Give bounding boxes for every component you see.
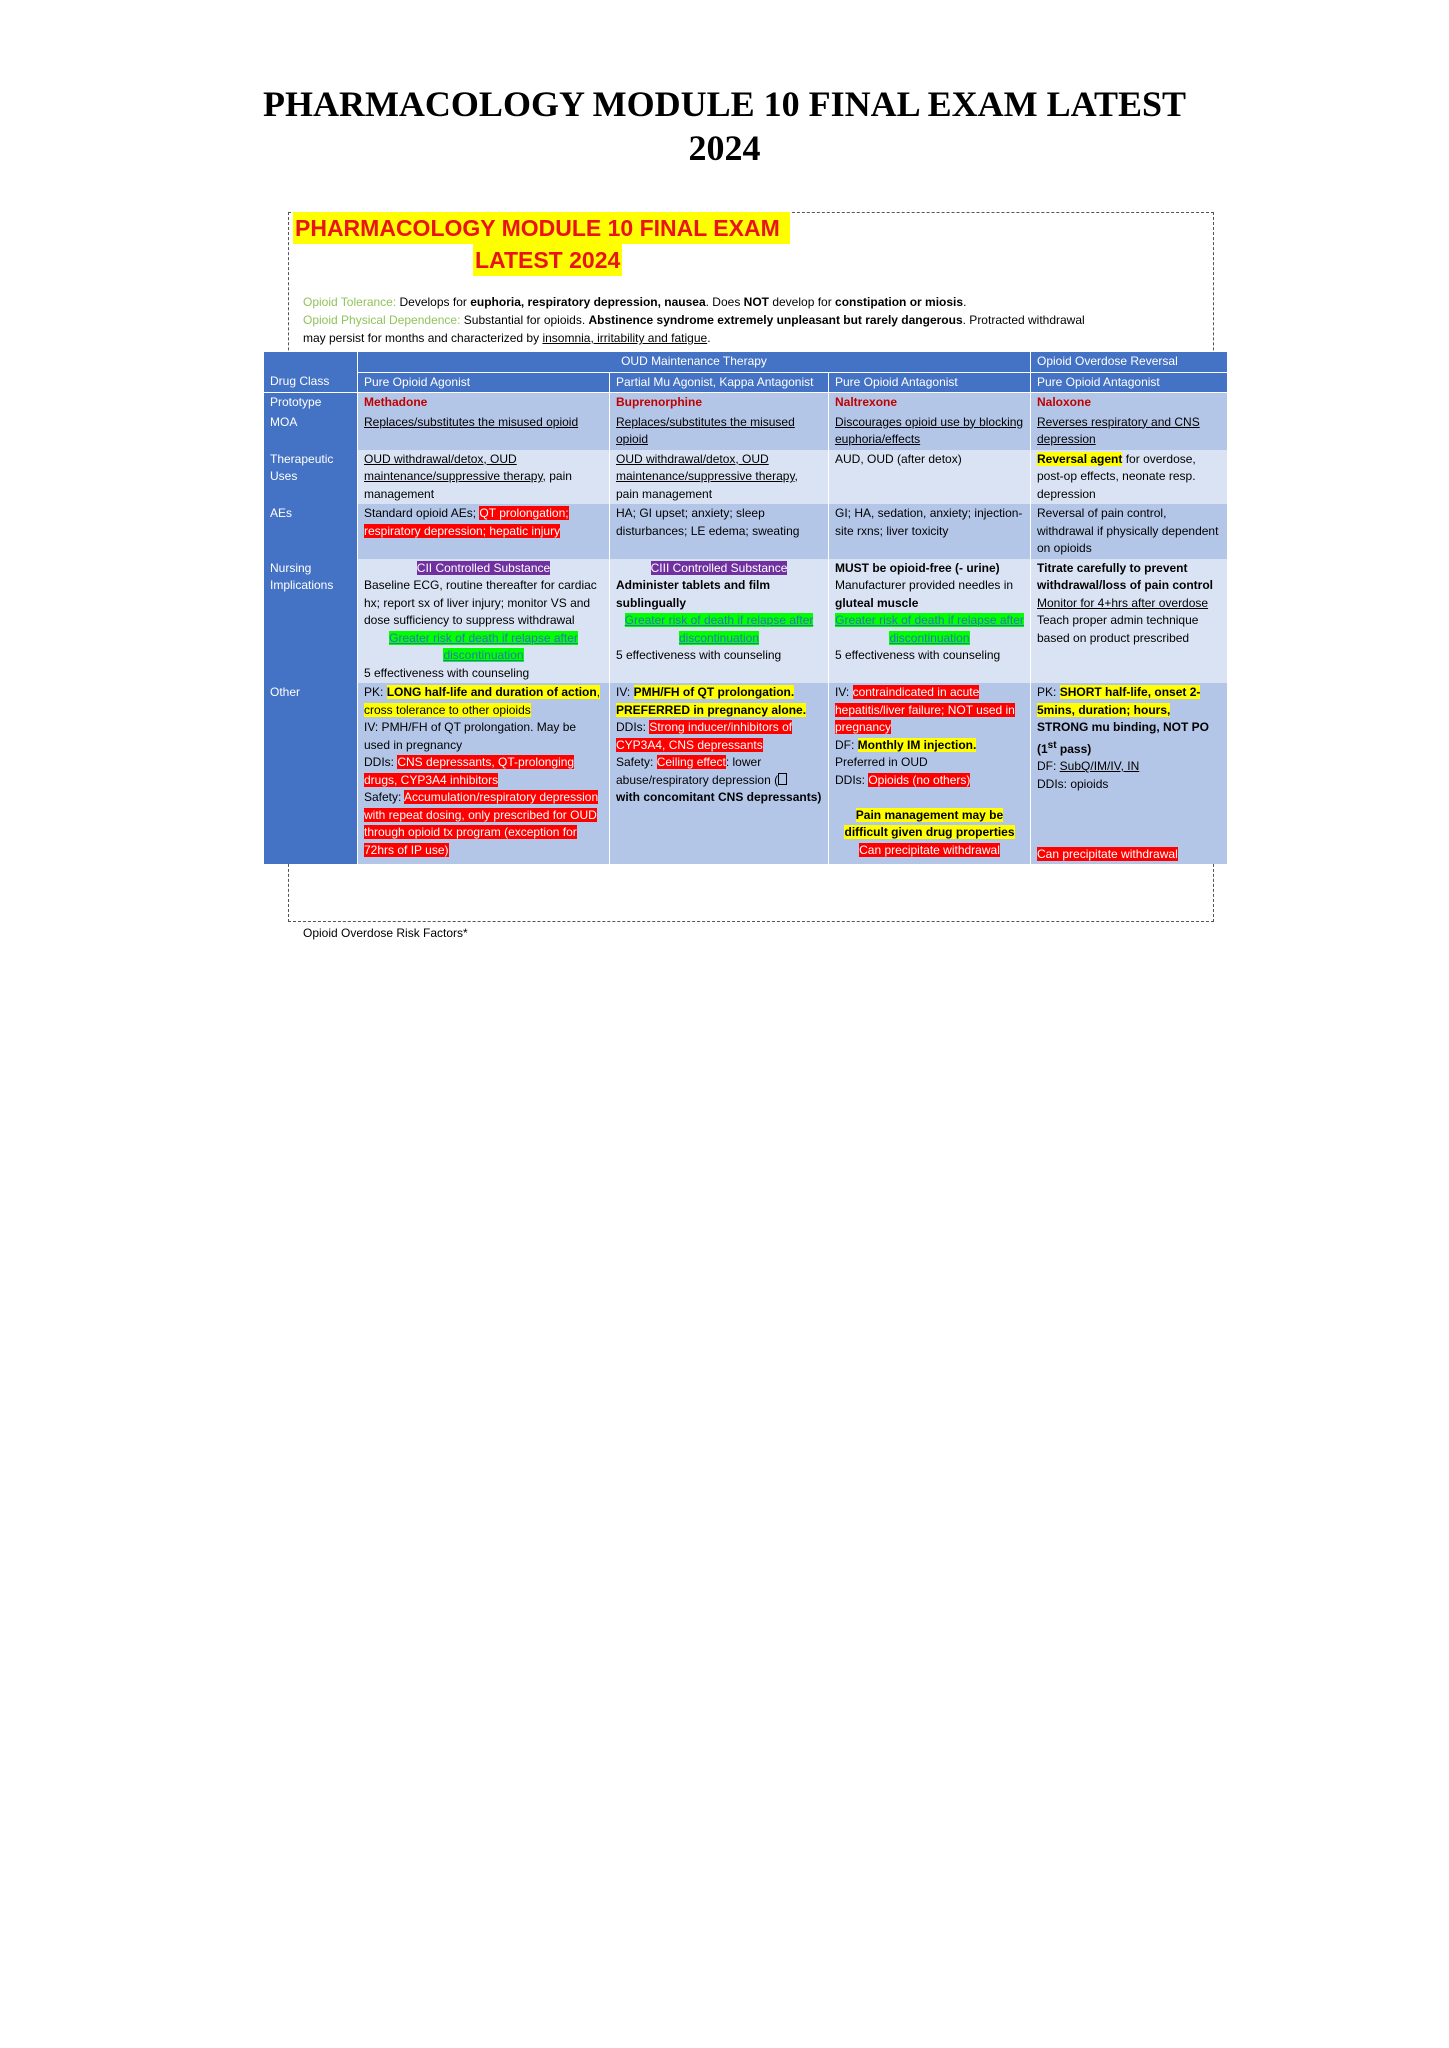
nursing-naltrexone-opioid-free: MUST be opioid-free (- urine) [835,560,1000,575]
therapeutic-uses-row [264,450,1228,505]
uses-methadone [358,450,610,505]
dependence-text-3: may persist for months and characterized by [303,331,543,345]
uses-naloxone-rest: for overdose, post-op effects, neonate resp. depression [1037,451,1196,501]
uses-methadone-main: OUD withdrawal/detox, OUD maintenance/suppressive therapy [364,451,543,483]
inner-title-line1: PHARMACOLOGY MODULE 10 FINAL EXAM [293,212,790,244]
dependence-period: . [707,331,711,345]
aes-naltrexone: GI; HA, sedation, anxiety; injection-site rxns; liver toxicity [829,504,1031,559]
other-bup-iv-label: IV: [616,685,634,699]
row-label-therapeutic-uses: Therapeutic Uses [264,450,358,505]
other-naloxone-binding: STRONG mu binding, NOT PO (1 [1037,720,1209,756]
missing-glyph-icon [778,773,787,785]
uses-naloxone-reversal-agent: Reversal agent [1037,451,1123,466]
group-header-row [264,352,1228,372]
prototype-methadone: Methadone [358,393,610,413]
nursing-methadone-text: Baseline ECG, routine thereafter for cardiac hx; report sx of liver injury; monitor VS and dose sufficiency to suppress withdrawal [364,578,597,627]
buprenorphine-schedule-badge: CIII Controlled Substance [650,560,788,575]
other-naloxone-ddi: DDIs: opioids [1037,776,1109,791]
other-methadone-iv: IV: PMH/FH of QT prolongation. May be used in pregnancy [364,720,577,752]
other-bup-safety-cns: with concomitant CNS depressants) [616,790,822,804]
prototype-buprenorphine: Buprenorphine [610,393,829,413]
moa-naltrexone: Discourages opioid use by blocking euphoria/effects [829,413,1031,450]
group-header-oud: OUD Maintenance Therapy [358,352,1031,372]
prototype-naltrexone: Naltrexone [829,393,1031,413]
other-naloxone-pk: SHORT half-life, onset 2-5mins, duration; hours, [1037,685,1201,717]
inner-title-line2: LATEST 2024 [473,244,622,276]
uses-naltrexone: AUD, OUD (after detox) [829,450,1031,505]
other-bup-ddi-label: DDIs: [616,720,650,734]
row-label-prototype: Prototype [264,393,358,413]
nursing-naloxone-titrate: Titrate carefully to prevent withdrawal/loss of pain control [1037,560,1214,592]
nursing-naloxone-monitor: Monitor for 4+hrs after overdose [1037,595,1209,610]
uses-naloxone [1031,450,1228,505]
other-methadone-safety: Accumulation/respiratory depression with repeat dosing, only prescribed for OUD through opioid tx program (exception for 72hrs of IP use) [364,790,599,857]
nursing-naltrexone-gluteal: gluteal muscle [835,595,919,610]
tolerance-period: . [963,295,967,309]
inner-title [293,212,790,276]
row-label-other: Other [264,683,358,864]
other-methadone-pk: LONG half-life and duration of action [386,685,597,699]
drug-class-naltrexone: Pure Opioid Antagonist [829,372,1031,393]
other-naloxone-binding-end: pass) [1056,741,1092,756]
aes-naloxone: Reversal of pain control, withdrawal if physically dependent on opioids [1031,504,1228,559]
other-naltrexone-ddi-label: DDIs: [835,772,869,787]
other-naloxone-pk-label: PK: [1037,685,1060,699]
other-bup-safety-label: Safety: [616,755,657,769]
drug-class-buprenorphine: Partial Mu Agonist, Kappa Antagonist [610,372,829,393]
other-naltrexone [829,683,1031,864]
nursing-naloxone [1031,559,1228,684]
other-methadone-safety-label: Safety: [364,790,405,804]
nursing-naltrexone [829,559,1031,684]
aes-methadone [358,504,610,559]
other-row [264,683,1228,864]
nursing-bup-sublingual: Administer tablets and film sublingually [616,578,771,610]
buprenorphine-relapse-risk: Greater risk of death if relapse after discontinuation [624,613,814,645]
dependence-definition [303,311,1203,347]
nursing-methadone [358,559,610,684]
uses-bup-main: OUD withdrawal/detox, OUD maintenance/suppressive therapy [616,451,795,483]
other-bup-ddi: Strong inducer/inhibitors of CYP3A4, CNS depressants [616,720,793,752]
document-title-line2: 2024 [688,128,761,168]
methadone-relapse-risk: Greater risk of death if relapse after discontinuation [389,630,578,662]
dependence-text: Substantial for opioids. [460,313,589,327]
uses-buprenorphine [610,450,829,505]
other-naltrexone-df: Monthly IM injection. [857,737,977,752]
aes-methadone-standard: Standard opioid AEs; [364,506,480,520]
other-methadone-ddi: CNS depressants, QT-prolonging drugs, CYP3A4 inhibitors [364,755,575,787]
drug-class-methadone: Pure Opioid Agonist [358,372,610,393]
other-naltrexone-preferred: Preferred in OUD [835,755,928,769]
other-naltrexone-pain-management: Pain management may be difficult given drug properties [844,807,1015,839]
dependence-symptoms: insomnia, irritability and fatigue [542,331,708,345]
other-methadone-pk-label: PK: [364,685,387,699]
tolerance-no-develop: constipation or miosis [835,295,964,309]
footer-note: Opioid Overdose Risk Factors* [303,926,468,940]
nursing-naltrexone-needles: Manufacturer provided needles in [835,578,1014,592]
tolerance-text-3: develop for [769,295,836,309]
naltrexone-relapse-risk: Greater risk of death if relapse after discontinuation [835,613,1024,645]
other-naltrexone-iv: contraindicated in acute hepatitis/liver failure; NOT used in pregnancy [835,685,1015,734]
tolerance-definition [303,293,1203,311]
moa-naloxone: Reverses respiratory and CNS depression [1031,413,1228,450]
other-naloxone-withdrawal: Can precipitate withdrawal [1037,846,1178,861]
other-naltrexone-iv-label: IV: [835,685,853,699]
other-bup-safety-text: : lower abuse/respiratory depression ( [616,755,779,787]
nursing-naltrexone-counseling: 5 effectiveness with counseling [835,648,1001,662]
other-naltrexone-withdrawal: Can precipitate withdrawal [859,842,1000,857]
drug-class-naloxone: Pure Opioid Antagonist [1031,372,1228,393]
aes-buprenorphine: HA; GI upset; anxiety; sleep disturbances; LE edema; sweating [610,504,829,559]
nursing-row [264,559,1228,684]
other-methadone-ddi-label: DDIs: [364,755,398,769]
tolerance-text-2: . Does [705,295,744,309]
row-label-drug-class: Drug Class [264,372,358,393]
drug-comparison-table [263,352,1228,864]
tolerance-text: Develops for [396,295,471,309]
tolerance-not: NOT [743,295,769,309]
nursing-buprenorphine [610,559,829,684]
dependence-term: Opioid Physical Dependence: [303,313,461,327]
other-naltrexone-df-label: DF: [835,737,858,752]
drug-class-row [264,372,1228,393]
moa-methadone: Replaces/substitutes the misused opioid [358,413,610,450]
other-buprenorphine [610,683,829,864]
drug-comparison-table-wrapper [263,352,1227,864]
row-label-aes: AEs [264,504,358,559]
other-naltrexone-ddi: Opioids (no others) [868,772,971,787]
other-bup-ceiling-effect: Ceiling effect [656,755,726,769]
moa-row [264,413,1228,450]
other-methadone [358,683,610,864]
other-methadone-cross-tolerance: , cross tolerance to other opioids [364,685,601,717]
nursing-methadone-counseling: 5 effectiveness with counseling [364,665,530,680]
dependence-abstinence: Abstinence syndrome extremely unpleasant but rarely dangerous [588,313,963,327]
methadone-schedule-badge: CII Controlled Substance [416,560,551,575]
document-title-line1: PHARMACOLOGY MODULE 10 FINAL EXAM LATEST [262,84,1187,124]
aes-row [264,504,1228,559]
other-naloxone [1031,683,1228,864]
uses-methadone-pain: , pain management [364,469,572,501]
nursing-naloxone-teach: Teach proper admin technique based on product prescribed [1037,613,1199,645]
nursing-bup-counseling: 5 effectiveness with counseling [616,648,782,662]
tolerance-develops: euphoria, respiratory depression, nausea [470,295,706,309]
prototype-naloxone: Naloxone [1031,393,1228,413]
other-naloxone-df: SubQ/IM/IV, IN [1059,759,1140,773]
document-title [0,82,1449,170]
row-label-moa: MOA [264,413,358,450]
definitions [303,293,1203,347]
uses-bup-pain: , pain management [616,469,798,501]
row-label-nursing: Nursing Implications [264,559,358,684]
other-naloxone-df-label: DF: [1037,759,1060,773]
other-naloxone-binding-sup: st [1047,739,1057,751]
tolerance-term: Opioid Tolerance: [303,295,397,309]
other-bup-iv: PMH/FH of QT prolongation. PREFERRED in pregnancy alone. [616,685,807,717]
dependence-text-2: . Protracted withdrawal [962,313,1085,327]
header-blank-cell [264,352,358,372]
prototype-row [264,393,1228,413]
moa-buprenorphine: Replaces/substitutes the misused opioid [610,413,829,450]
group-header-reversal: Opioid Overdose Reversal [1031,352,1228,372]
aes-methadone-serious: QT prolongation; respiratory depression; hepatic injury [364,506,569,538]
